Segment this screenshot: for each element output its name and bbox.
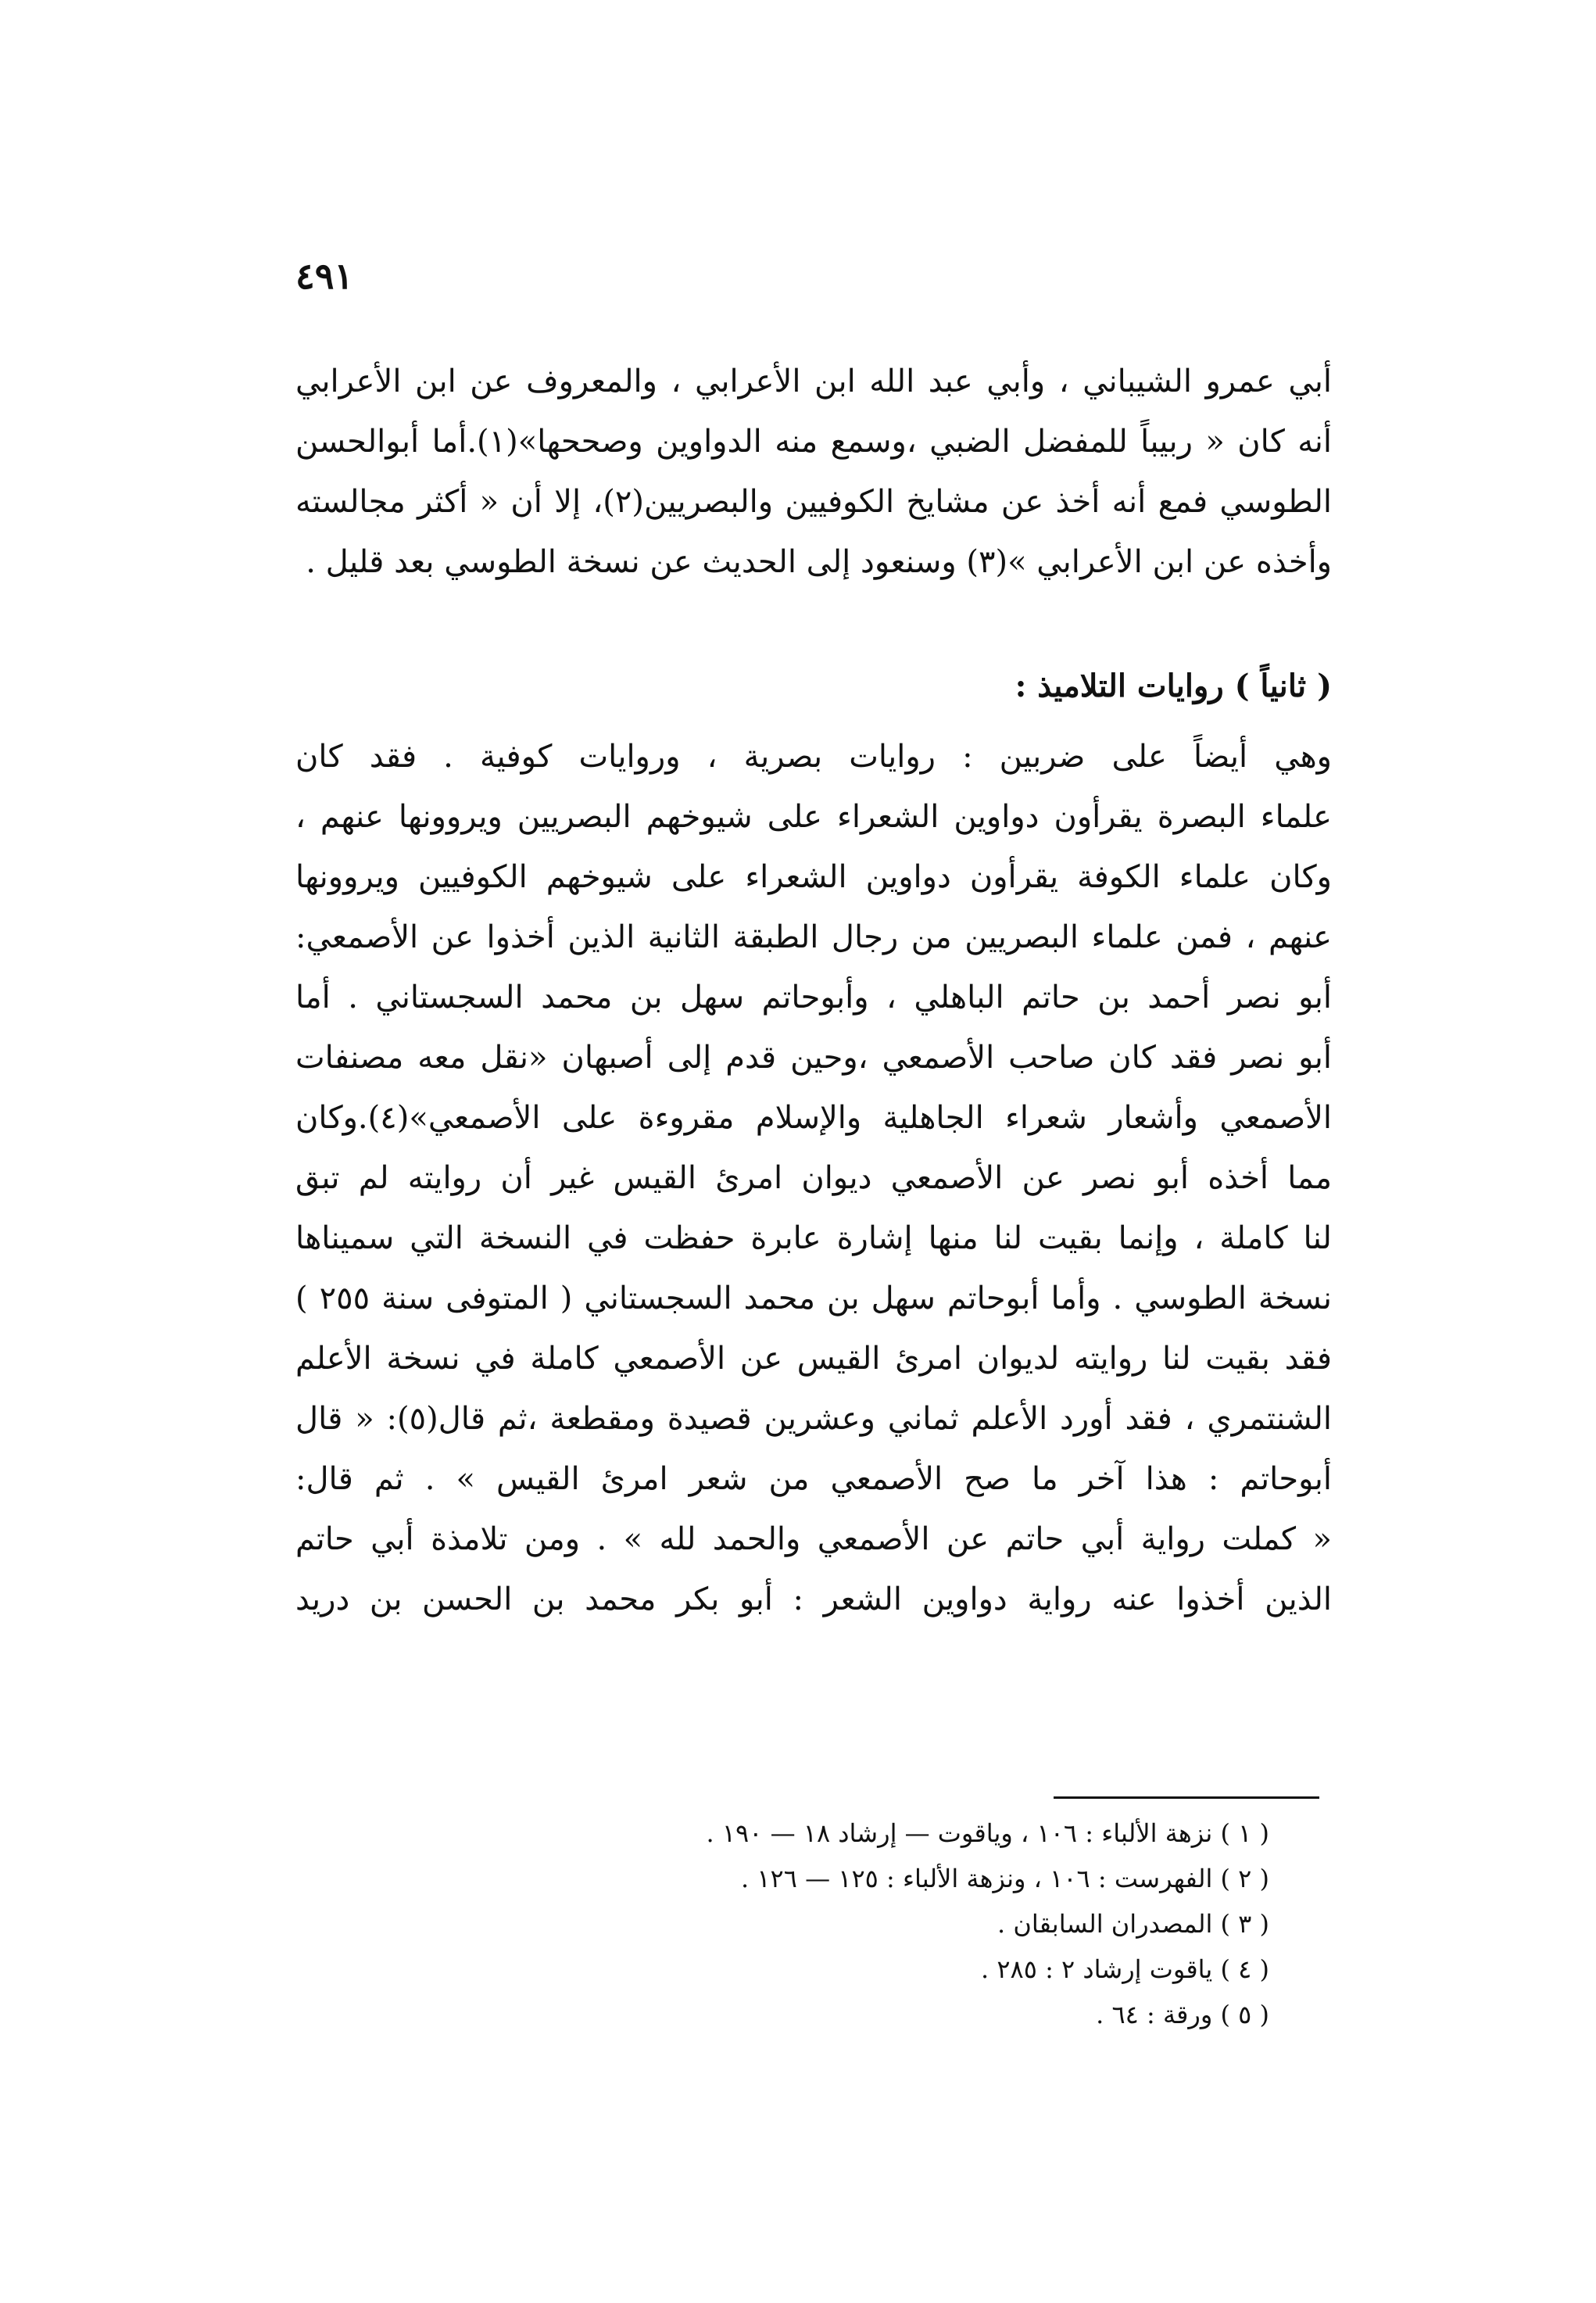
footnote: ( ٥ ) ورقة : ٦٤ . — [1096, 2000, 1269, 2029]
footnote: ( ٣ ) المصدران السابقان . — [997, 1909, 1269, 1939]
text-line: لنا كاملة ، وإنما بقيت لنا منها إشارة عابرة حفظت في النسخة التي سميناها — [295, 1220, 1332, 1256]
text-line: وأخذه عن ابن الأعرابي »(٣) وسنعود إلى الحديث عن نسخة الطوسي بعد قليل . — [306, 544, 1332, 580]
text-line: الأصمعي وأشعار شعراء الجاهلية والإسلام مقروءة على الأصمعي»(٤).وكان — [295, 1100, 1332, 1136]
footnote: ( ٤ ) ياقوت إرشاد ٢ : ٢٨٥ . — [981, 1954, 1269, 1984]
text-line: أبو نصر فقد كان صاحب الأصمعي ،وحين قدم إلى أصبهان «نقل معه مصنفات — [295, 1040, 1332, 1076]
text-line: أنه كان « ربيباً للمفضل الضبي ،وسمع منه الدواوين وصححها»(١).أما أبوالحسن — [295, 424, 1332, 460]
footnote: ( ٢ ) الفهرست : ١٠٦ ، ونزهة الألباء : ١٢٥ — ١٢٦ . — [741, 1864, 1269, 1893]
text-line: عنهم ، فمن علماء البصريين من رجال الطبقة الثانية الذين أخذوا عن الأصمعي: — [295, 919, 1332, 955]
footnotes — [707, 1811, 1270, 2037]
text-line: الذين أخذوا عنه رواية دواوين الشعر : أبو بكر محمد بن الحسن بن دريد — [295, 1581, 1332, 1617]
footnote-divider — [1054, 1796, 1319, 1799]
page-number: ٤٩١ — [295, 255, 354, 297]
text-line: نسخة الطوسي . وأما أبوحاتم سهل بن محمد السجستاني ( المتوفى سنة ٢٥٥ ) — [295, 1280, 1332, 1316]
text-line: علماء البصرة يقرأون دواوين الشعراء على شيوخهم البصريين ويروونها عنهم ، — [295, 799, 1332, 835]
text-line: أبي عمرو الشيباني ، وأبي عبد الله ابن الأعرابي ، والمعروف عن ابن الأعرابي — [295, 364, 1332, 399]
section-heading: ( ثانياً ) روايات التلاميذ : — [1014, 668, 1332, 704]
text-line: أبوحاتم : هذا آخر ما صح الأصمعي من شعر امرئ القيس » . ثم قال: — [295, 1461, 1332, 1497]
text-line: وكان علماء الكوفة يقرأون دواوين الشعراء على شيوخهم الكوفيين ويروونها — [295, 859, 1332, 895]
text-line: وهي أيضاً على ضربين : روايات بصرية ، وروايات كوفية . فقد كان — [295, 739, 1332, 775]
text-line: الطوسي فمع أنه أخذ عن مشايخ الكوفيين والبصريين(٢)، إلا أن « أكثر مجالسته — [295, 484, 1332, 520]
paragraph-1 — [295, 352, 1332, 593]
text-line: مما أخذه أبو نصر عن الأصمعي ديوان امرئ القيس غير أن روايته لم تبق — [295, 1160, 1332, 1196]
text-line: أبو نصر أحمد بن حاتم الباهلي ، وأبوحاتم سهل بن محمد السجستاني . أما — [295, 980, 1332, 1015]
paragraph-2 — [295, 727, 1332, 1630]
text-line: « كملت رواية أبي حاتم عن الأصمعي والحمد لله » . ومن تلامذة أبي حاتم — [295, 1521, 1332, 1557]
footnote: ( ١ ) نزهة الألباء : ١٠٦ ، وياقوت — إرشاد ١٨ — ١٩٠ . — [706, 1818, 1269, 1848]
text-line: فقد بقيت لنا روايته لديوان امرئ القيس عن الأصمعي كاملة في نسخة الأعلم — [295, 1341, 1332, 1377]
text-line: الشنتمري ، فقد أورد الأعلم ثماني وعشرين قصيدة ومقطعة ،ثم قال(٥): « قال — [295, 1401, 1332, 1437]
